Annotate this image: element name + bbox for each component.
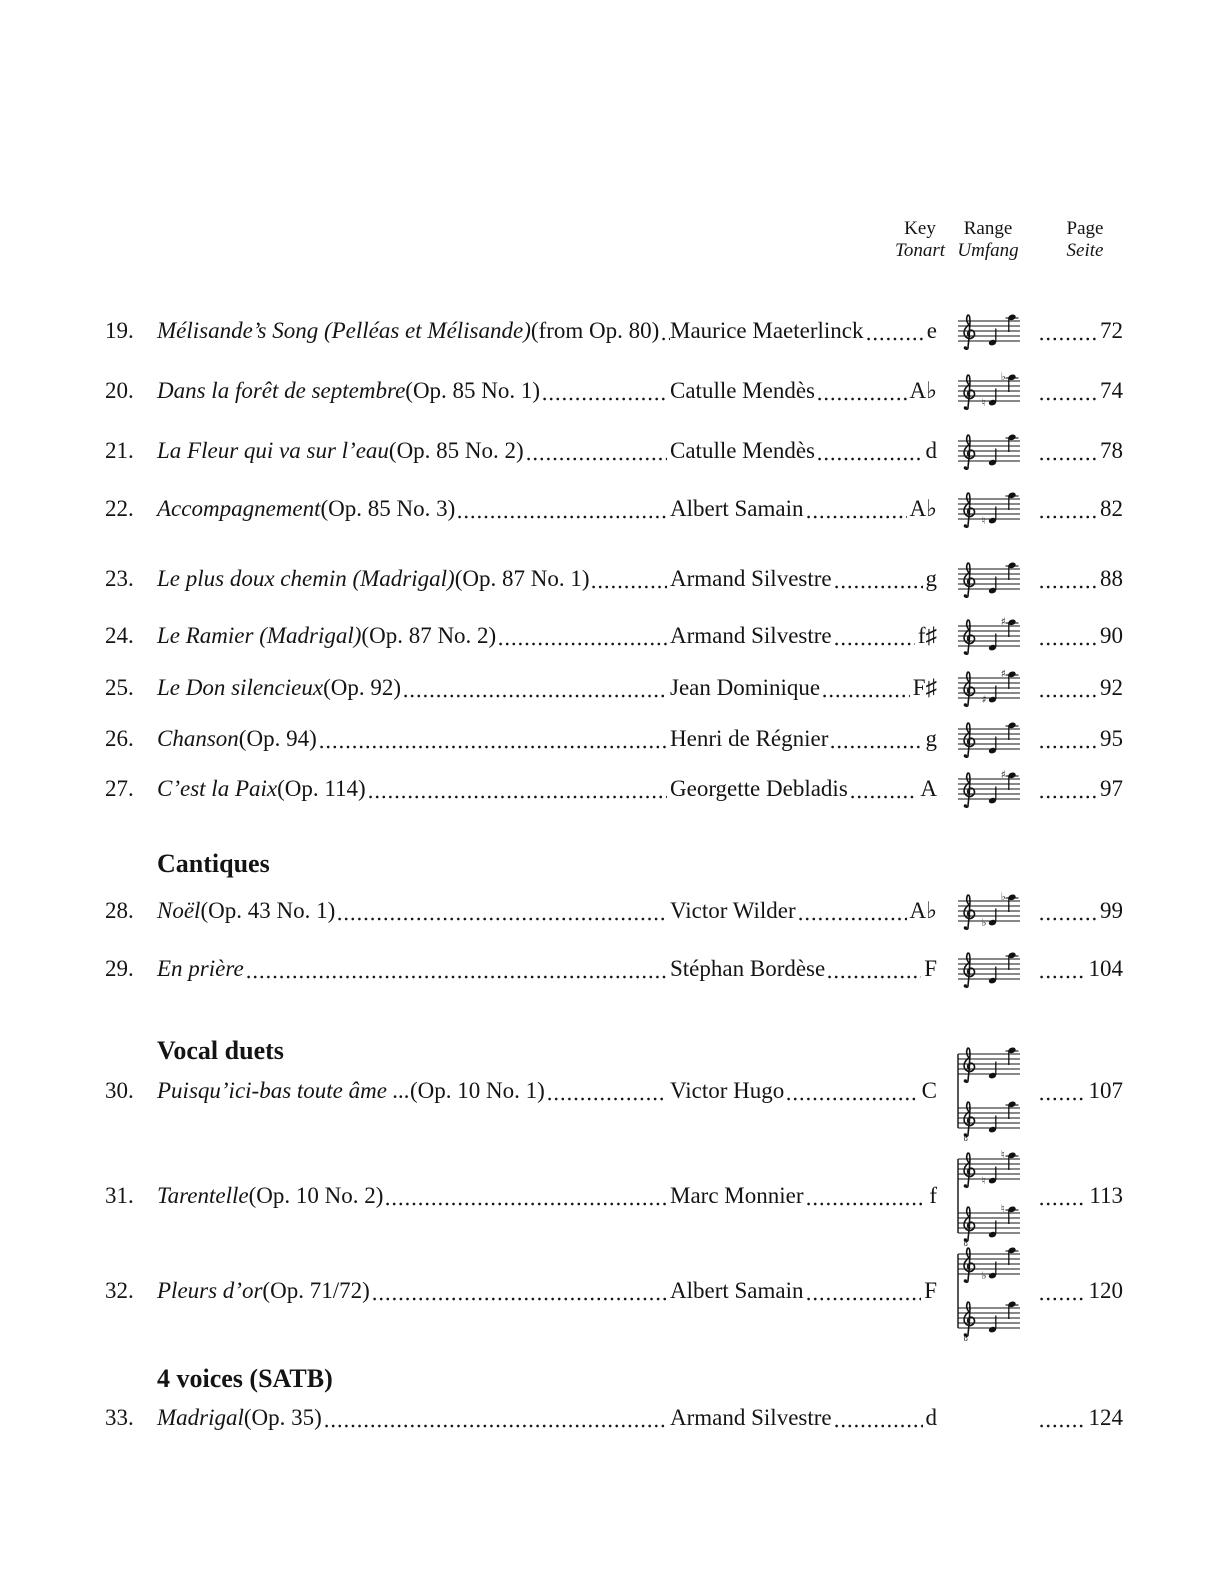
entry-page-cell bbox=[1037, 494, 1123, 524]
entry-page-number: 120 bbox=[1088, 1278, 1123, 1303]
toc-entry bbox=[105, 371, 1123, 409]
column-header-range-en: Range bbox=[963, 218, 1013, 239]
treble-clef-icon bbox=[964, 1153, 975, 1187]
entry-opus: (Op. 87 No. 1) bbox=[454, 566, 590, 591]
entry-page-number: 107 bbox=[1088, 1078, 1123, 1103]
entry-title: En prière bbox=[157, 956, 244, 981]
toc-entry bbox=[105, 769, 1123, 804]
entry-title: Le plus doux chemin (Madrigal) bbox=[157, 566, 455, 591]
entry-page-cell bbox=[1037, 1076, 1123, 1106]
dot-leader bbox=[320, 745, 667, 749]
entry-line bbox=[157, 1076, 937, 1106]
svg-text:♯: ♯ bbox=[1000, 616, 1006, 629]
entry-number: 31. bbox=[105, 1183, 134, 1208]
entry-page-number: 113 bbox=[1089, 1183, 1123, 1208]
toc-entry bbox=[105, 668, 1123, 706]
entry-page-number: 124 bbox=[1088, 1405, 1123, 1430]
section-heading: Vocal duets bbox=[157, 1036, 284, 1065]
entry-page-number: 104 bbox=[1088, 956, 1123, 981]
dot-leader bbox=[325, 1424, 667, 1428]
entry-line bbox=[157, 954, 937, 984]
entry-title-group bbox=[157, 621, 670, 651]
treble-clef-icon bbox=[964, 315, 975, 349]
entry-title-group bbox=[157, 896, 670, 926]
column-header-page bbox=[1067, 218, 1104, 262]
entry-page-cell bbox=[1037, 316, 1123, 346]
entry-key: A♭ bbox=[909, 378, 937, 403]
entry-opus: (Op. 10 No. 1) bbox=[409, 1078, 545, 1103]
entry-author-group bbox=[670, 724, 937, 754]
entry-line bbox=[157, 774, 937, 804]
entry-title-group bbox=[157, 1403, 670, 1433]
entry-title-group bbox=[157, 673, 670, 703]
svg-text:♮: ♮ bbox=[1000, 1149, 1005, 1162]
entry-title: Chanson bbox=[157, 726, 239, 751]
entry-author: Marc Monnier bbox=[670, 1183, 804, 1208]
dot-leader bbox=[831, 745, 922, 749]
treble-clef-icon bbox=[964, 1102, 975, 1136]
entry-line bbox=[157, 1181, 937, 1211]
entry-key: g bbox=[925, 726, 937, 751]
range-staff-icon bbox=[937, 891, 1037, 929]
entry-page-number: 95 bbox=[1100, 726, 1123, 751]
entry-author: Henri de Régnier bbox=[670, 726, 829, 751]
entry-author: Albert Samain bbox=[670, 496, 804, 521]
entry-line bbox=[157, 436, 937, 466]
treble-clef-icon bbox=[964, 375, 975, 409]
dot-leader bbox=[247, 975, 667, 979]
svg-text:8: 8 bbox=[963, 1334, 968, 1341]
treble-clef-icon bbox=[964, 672, 975, 706]
entry-opus: (from Op. 80) bbox=[530, 318, 660, 343]
entry-title-group bbox=[157, 1181, 670, 1211]
entry-author: Victor Wilder bbox=[670, 898, 796, 923]
entry-key: g bbox=[925, 566, 937, 591]
treble-clef-icon bbox=[964, 1302, 975, 1336]
entry-number: 33. bbox=[105, 1405, 134, 1430]
entry-line bbox=[157, 1403, 937, 1433]
entry-title-group bbox=[157, 954, 670, 984]
entry-author: Armand Silvestre bbox=[670, 1405, 832, 1430]
range-staff-icon bbox=[937, 371, 1037, 409]
svg-text:♮: ♮ bbox=[1000, 1203, 1005, 1216]
treble-clef-icon bbox=[964, 895, 975, 929]
svg-text:♭: ♭ bbox=[1000, 891, 1006, 904]
entry-title: C’est la Paix bbox=[157, 776, 278, 801]
dot-leader bbox=[458, 515, 667, 519]
entry-key: A♭ bbox=[909, 898, 937, 923]
toc-entry bbox=[105, 616, 1123, 651]
column-header-page-en: Page bbox=[1066, 218, 1104, 239]
dot-leader bbox=[835, 642, 915, 646]
section-heading: 4 voices (SATB) bbox=[157, 1364, 333, 1393]
treble-clef-icon bbox=[964, 1248, 975, 1282]
dot-leader bbox=[1040, 457, 1097, 461]
entry-page-cell bbox=[1037, 564, 1123, 594]
treble-clef-icon bbox=[964, 1207, 975, 1241]
entry-page-number: 78 bbox=[1100, 438, 1123, 463]
entry-author: Albert Samain bbox=[670, 1278, 804, 1303]
dot-leader bbox=[828, 975, 921, 979]
dot-leader bbox=[818, 457, 923, 461]
entry-title: La Fleur qui va sur l’eau bbox=[157, 438, 389, 463]
entry-title: Puisqu’ici-bas toute âme ... bbox=[157, 1078, 410, 1103]
section-heading: Cantiques bbox=[157, 849, 270, 878]
entry-number: 28. bbox=[105, 898, 134, 923]
entry-author-group bbox=[670, 954, 937, 984]
treble-clef-icon bbox=[964, 773, 975, 807]
range-staff-icon bbox=[937, 1149, 1037, 1246]
entry-key: F bbox=[924, 956, 937, 981]
entry-author: Stéphan Bordèse bbox=[670, 956, 826, 981]
dot-leader bbox=[835, 1424, 923, 1428]
entry-title-group bbox=[157, 1276, 670, 1306]
entry-line bbox=[157, 1276, 937, 1306]
entry-author-group bbox=[670, 621, 937, 651]
entry-key: e bbox=[926, 318, 937, 343]
entry-title: Mélisande’s Song (Pelléas et Mélisande) bbox=[157, 318, 531, 343]
entry-title: Dans la forêt de septembre bbox=[157, 378, 406, 403]
entry-number: 32. bbox=[105, 1278, 134, 1303]
range-staff-icon bbox=[937, 316, 1037, 346]
svg-text:♮: ♮ bbox=[981, 514, 986, 527]
entry-page-cell bbox=[1037, 436, 1123, 466]
dot-leader bbox=[807, 1202, 927, 1206]
column-header-key-de: Tonart bbox=[895, 240, 945, 261]
dot-leader bbox=[1040, 694, 1097, 698]
dot-leader bbox=[787, 1097, 918, 1101]
entry-page-cell bbox=[1037, 376, 1123, 406]
entry-number: 30. bbox=[105, 1078, 134, 1103]
toc-entry bbox=[105, 316, 1123, 346]
entry-key: f bbox=[929, 1183, 937, 1208]
entry-opus: (Op. 114) bbox=[277, 776, 366, 801]
column-header-key bbox=[895, 218, 945, 262]
entry-author-group bbox=[670, 494, 937, 524]
range-staff-icon bbox=[937, 494, 1037, 527]
range-staff-icon bbox=[937, 724, 1037, 754]
treble-clef-icon bbox=[964, 723, 975, 757]
entry-number: 26. bbox=[105, 726, 134, 751]
entry-title: Noël bbox=[157, 898, 201, 923]
svg-text:♯: ♯ bbox=[1000, 769, 1006, 782]
treble-clef-icon bbox=[964, 493, 975, 527]
entry-number: 20. bbox=[105, 378, 134, 403]
entry-line bbox=[157, 896, 937, 926]
dot-leader bbox=[1040, 975, 1086, 979]
dot-leader bbox=[799, 917, 907, 921]
dot-leader bbox=[1040, 1424, 1086, 1428]
entry-title-group bbox=[157, 316, 670, 346]
entry-author-group bbox=[670, 564, 937, 594]
entry-opus: (Op. 85 No. 3) bbox=[320, 496, 456, 521]
entry-title: Le Ramier (Madrigal) bbox=[157, 623, 362, 648]
entry-page-number: 82 bbox=[1100, 496, 1123, 521]
dot-leader bbox=[1040, 917, 1097, 921]
entry-author: Catulle Mendès bbox=[670, 378, 815, 403]
entry-title: Accompagnement bbox=[157, 496, 321, 521]
entry-number: 19. bbox=[105, 318, 134, 343]
toc-entry bbox=[105, 1149, 1123, 1246]
dot-leader bbox=[807, 515, 907, 519]
entry-author: Armand Silvestre bbox=[670, 566, 832, 591]
entry-page-number: 88 bbox=[1100, 566, 1123, 591]
entry-number: 21. bbox=[105, 438, 134, 463]
entry-number: 22. bbox=[105, 496, 134, 521]
svg-text:8: 8 bbox=[963, 1134, 968, 1141]
dot-leader bbox=[369, 795, 667, 799]
dot-leader bbox=[373, 1297, 667, 1301]
entry-opus: (Op. 85 No. 2) bbox=[388, 438, 524, 463]
entry-opus: (Op. 85 No. 1) bbox=[405, 378, 541, 403]
entry-author-group bbox=[670, 436, 937, 466]
entry-opus: (Op. 35) bbox=[243, 1405, 322, 1430]
toc-entry bbox=[105, 436, 1123, 466]
entry-page-number: 72 bbox=[1100, 318, 1123, 343]
entry-key: A♭ bbox=[909, 496, 937, 521]
entry-title-group bbox=[157, 724, 670, 754]
dot-leader bbox=[1040, 1297, 1086, 1301]
entry-title-group bbox=[157, 774, 670, 804]
dot-leader bbox=[835, 585, 923, 589]
entry-page-number: 74 bbox=[1100, 378, 1123, 403]
entry-author: Armand Silvestre bbox=[670, 623, 832, 648]
entry-line bbox=[157, 494, 937, 524]
dot-leader bbox=[592, 585, 667, 589]
entry-line bbox=[157, 316, 937, 346]
dot-leader bbox=[1040, 642, 1097, 646]
treble-clef-icon bbox=[964, 953, 975, 987]
svg-text:♭: ♭ bbox=[1000, 371, 1006, 384]
entry-page-cell bbox=[1037, 673, 1123, 703]
dot-leader bbox=[338, 917, 667, 921]
entry-title: Le Don silencieux bbox=[157, 675, 324, 700]
toc-entry bbox=[105, 724, 1123, 754]
entry-author: Georgette Debladis bbox=[670, 776, 848, 801]
dot-leader bbox=[548, 1097, 667, 1101]
entry-key: f♯ bbox=[917, 623, 937, 648]
entry-title: Tarentelle bbox=[157, 1183, 249, 1208]
entry-number: 27. bbox=[105, 776, 134, 801]
toc-entry bbox=[105, 494, 1123, 527]
dot-leader bbox=[1040, 585, 1097, 589]
entry-page-cell bbox=[1037, 621, 1123, 651]
dot-leader bbox=[404, 694, 667, 698]
svg-text:♮: ♮ bbox=[981, 396, 986, 409]
entry-line bbox=[157, 376, 937, 406]
range-staff-icon bbox=[937, 668, 1037, 706]
entry-key: F♯ bbox=[912, 675, 937, 700]
svg-text:♯: ♯ bbox=[981, 693, 987, 706]
entry-author-group bbox=[670, 896, 937, 926]
entry-opus: (Op. 71/72) bbox=[262, 1278, 370, 1303]
entry-title-group bbox=[157, 494, 670, 524]
entry-title: Pleurs d’or bbox=[157, 1278, 263, 1303]
entry-author-group bbox=[670, 774, 937, 804]
column-header-range-de: Umfang bbox=[957, 240, 1019, 261]
entry-number: 25. bbox=[105, 675, 134, 700]
entry-page-cell bbox=[1037, 1403, 1123, 1433]
entry-opus: (Op. 94) bbox=[238, 726, 317, 751]
dot-leader bbox=[543, 397, 667, 401]
entry-author-group bbox=[670, 1276, 937, 1306]
entry-author: Jean Dominique bbox=[670, 675, 821, 700]
entry-page-cell bbox=[1037, 896, 1123, 926]
svg-text:♯: ♯ bbox=[1000, 668, 1006, 681]
entry-key: C bbox=[921, 1078, 937, 1103]
dot-leader bbox=[1040, 745, 1097, 749]
entry-title: Madrigal bbox=[157, 1405, 244, 1430]
dot-leader bbox=[1040, 397, 1097, 401]
entry-author-group bbox=[670, 316, 937, 346]
entry-title-group bbox=[157, 564, 670, 594]
svg-text:♭: ♭ bbox=[981, 916, 987, 929]
entry-opus: (Op. 43 No. 1) bbox=[200, 898, 336, 923]
entry-page-number: 99 bbox=[1100, 898, 1123, 923]
range-staff-icon bbox=[937, 436, 1037, 466]
entry-page-cell bbox=[1037, 724, 1123, 754]
column-header-page-de: Seite bbox=[1066, 240, 1104, 261]
entry-line bbox=[157, 621, 937, 651]
treble-clef-icon bbox=[964, 620, 975, 654]
entry-author-group bbox=[670, 376, 937, 406]
entry-page-cell bbox=[1037, 774, 1123, 804]
svg-text:8: 8 bbox=[963, 1239, 968, 1246]
entry-line bbox=[157, 564, 937, 594]
toc-entry bbox=[105, 954, 1123, 984]
dot-leader bbox=[527, 457, 667, 461]
entry-key: F bbox=[924, 1278, 937, 1303]
entry-opus: (Op. 10 No. 2) bbox=[248, 1183, 384, 1208]
entry-opus: (Op. 87 No. 2) bbox=[361, 623, 497, 648]
range-staff-icon bbox=[937, 954, 1037, 984]
dot-leader bbox=[867, 337, 924, 341]
range-staff-icon bbox=[937, 1403, 1037, 1433]
dot-leader bbox=[1040, 337, 1097, 341]
entry-author-group bbox=[670, 1076, 937, 1106]
entry-page-cell bbox=[1037, 954, 1123, 984]
treble-clef-icon bbox=[964, 435, 975, 469]
entry-page-number: 90 bbox=[1100, 623, 1123, 648]
entry-key: A bbox=[920, 776, 937, 801]
entry-author-group bbox=[670, 673, 937, 703]
entry-line bbox=[157, 724, 937, 754]
entry-key: d bbox=[925, 1405, 937, 1430]
toc-entry bbox=[105, 564, 1123, 594]
dot-leader bbox=[386, 1202, 667, 1206]
toc-entry bbox=[105, 891, 1123, 929]
dot-leader bbox=[1040, 515, 1097, 519]
dot-leader bbox=[1040, 795, 1097, 799]
range-staff-icon bbox=[937, 1269, 1037, 1341]
svg-text:♭: ♭ bbox=[981, 1269, 987, 1282]
entry-author: Catulle Mendès bbox=[670, 438, 815, 463]
entry-title-group bbox=[157, 1076, 670, 1106]
range-staff-icon bbox=[937, 769, 1037, 804]
entry-author: Maurice Maeterlinck bbox=[670, 318, 864, 343]
column-header-range bbox=[957, 218, 1018, 262]
entry-key: d bbox=[925, 438, 937, 463]
entry-opus: (Op. 92) bbox=[323, 675, 402, 700]
entry-line bbox=[157, 673, 937, 703]
dot-leader bbox=[1040, 1202, 1086, 1206]
dot-leader bbox=[851, 795, 918, 799]
dot-leader bbox=[1040, 1097, 1086, 1101]
treble-clef-icon bbox=[964, 563, 975, 597]
toc-entry bbox=[105, 1076, 1123, 1141]
entry-page-number: 97 bbox=[1100, 776, 1123, 801]
dot-leader bbox=[807, 1297, 922, 1301]
entry-number: 24. bbox=[105, 623, 134, 648]
entry-page-cell bbox=[1037, 1181, 1123, 1211]
dot-leader bbox=[499, 642, 667, 646]
svg-text:♮: ♮ bbox=[981, 1174, 986, 1187]
entry-page-cell bbox=[1037, 1276, 1123, 1306]
toc-entry bbox=[105, 1403, 1123, 1433]
entry-author-group bbox=[670, 1181, 937, 1211]
dot-leader bbox=[818, 397, 907, 401]
entry-author: Victor Hugo bbox=[670, 1078, 785, 1103]
entry-title-group bbox=[157, 436, 670, 466]
dot-leader bbox=[823, 694, 910, 698]
column-header-key-en: Key bbox=[904, 218, 936, 239]
treble-clef-icon bbox=[964, 1048, 975, 1082]
range-staff-icon bbox=[937, 616, 1037, 651]
toc-entry bbox=[105, 1269, 1123, 1341]
entry-page-number: 92 bbox=[1100, 675, 1123, 700]
entry-title-group bbox=[157, 376, 670, 406]
entry-number: 29. bbox=[105, 956, 134, 981]
range-staff-icon bbox=[937, 564, 1037, 594]
entry-number: 23. bbox=[105, 566, 134, 591]
range-staff-icon bbox=[937, 1076, 1037, 1141]
entry-author-group bbox=[670, 1403, 937, 1433]
